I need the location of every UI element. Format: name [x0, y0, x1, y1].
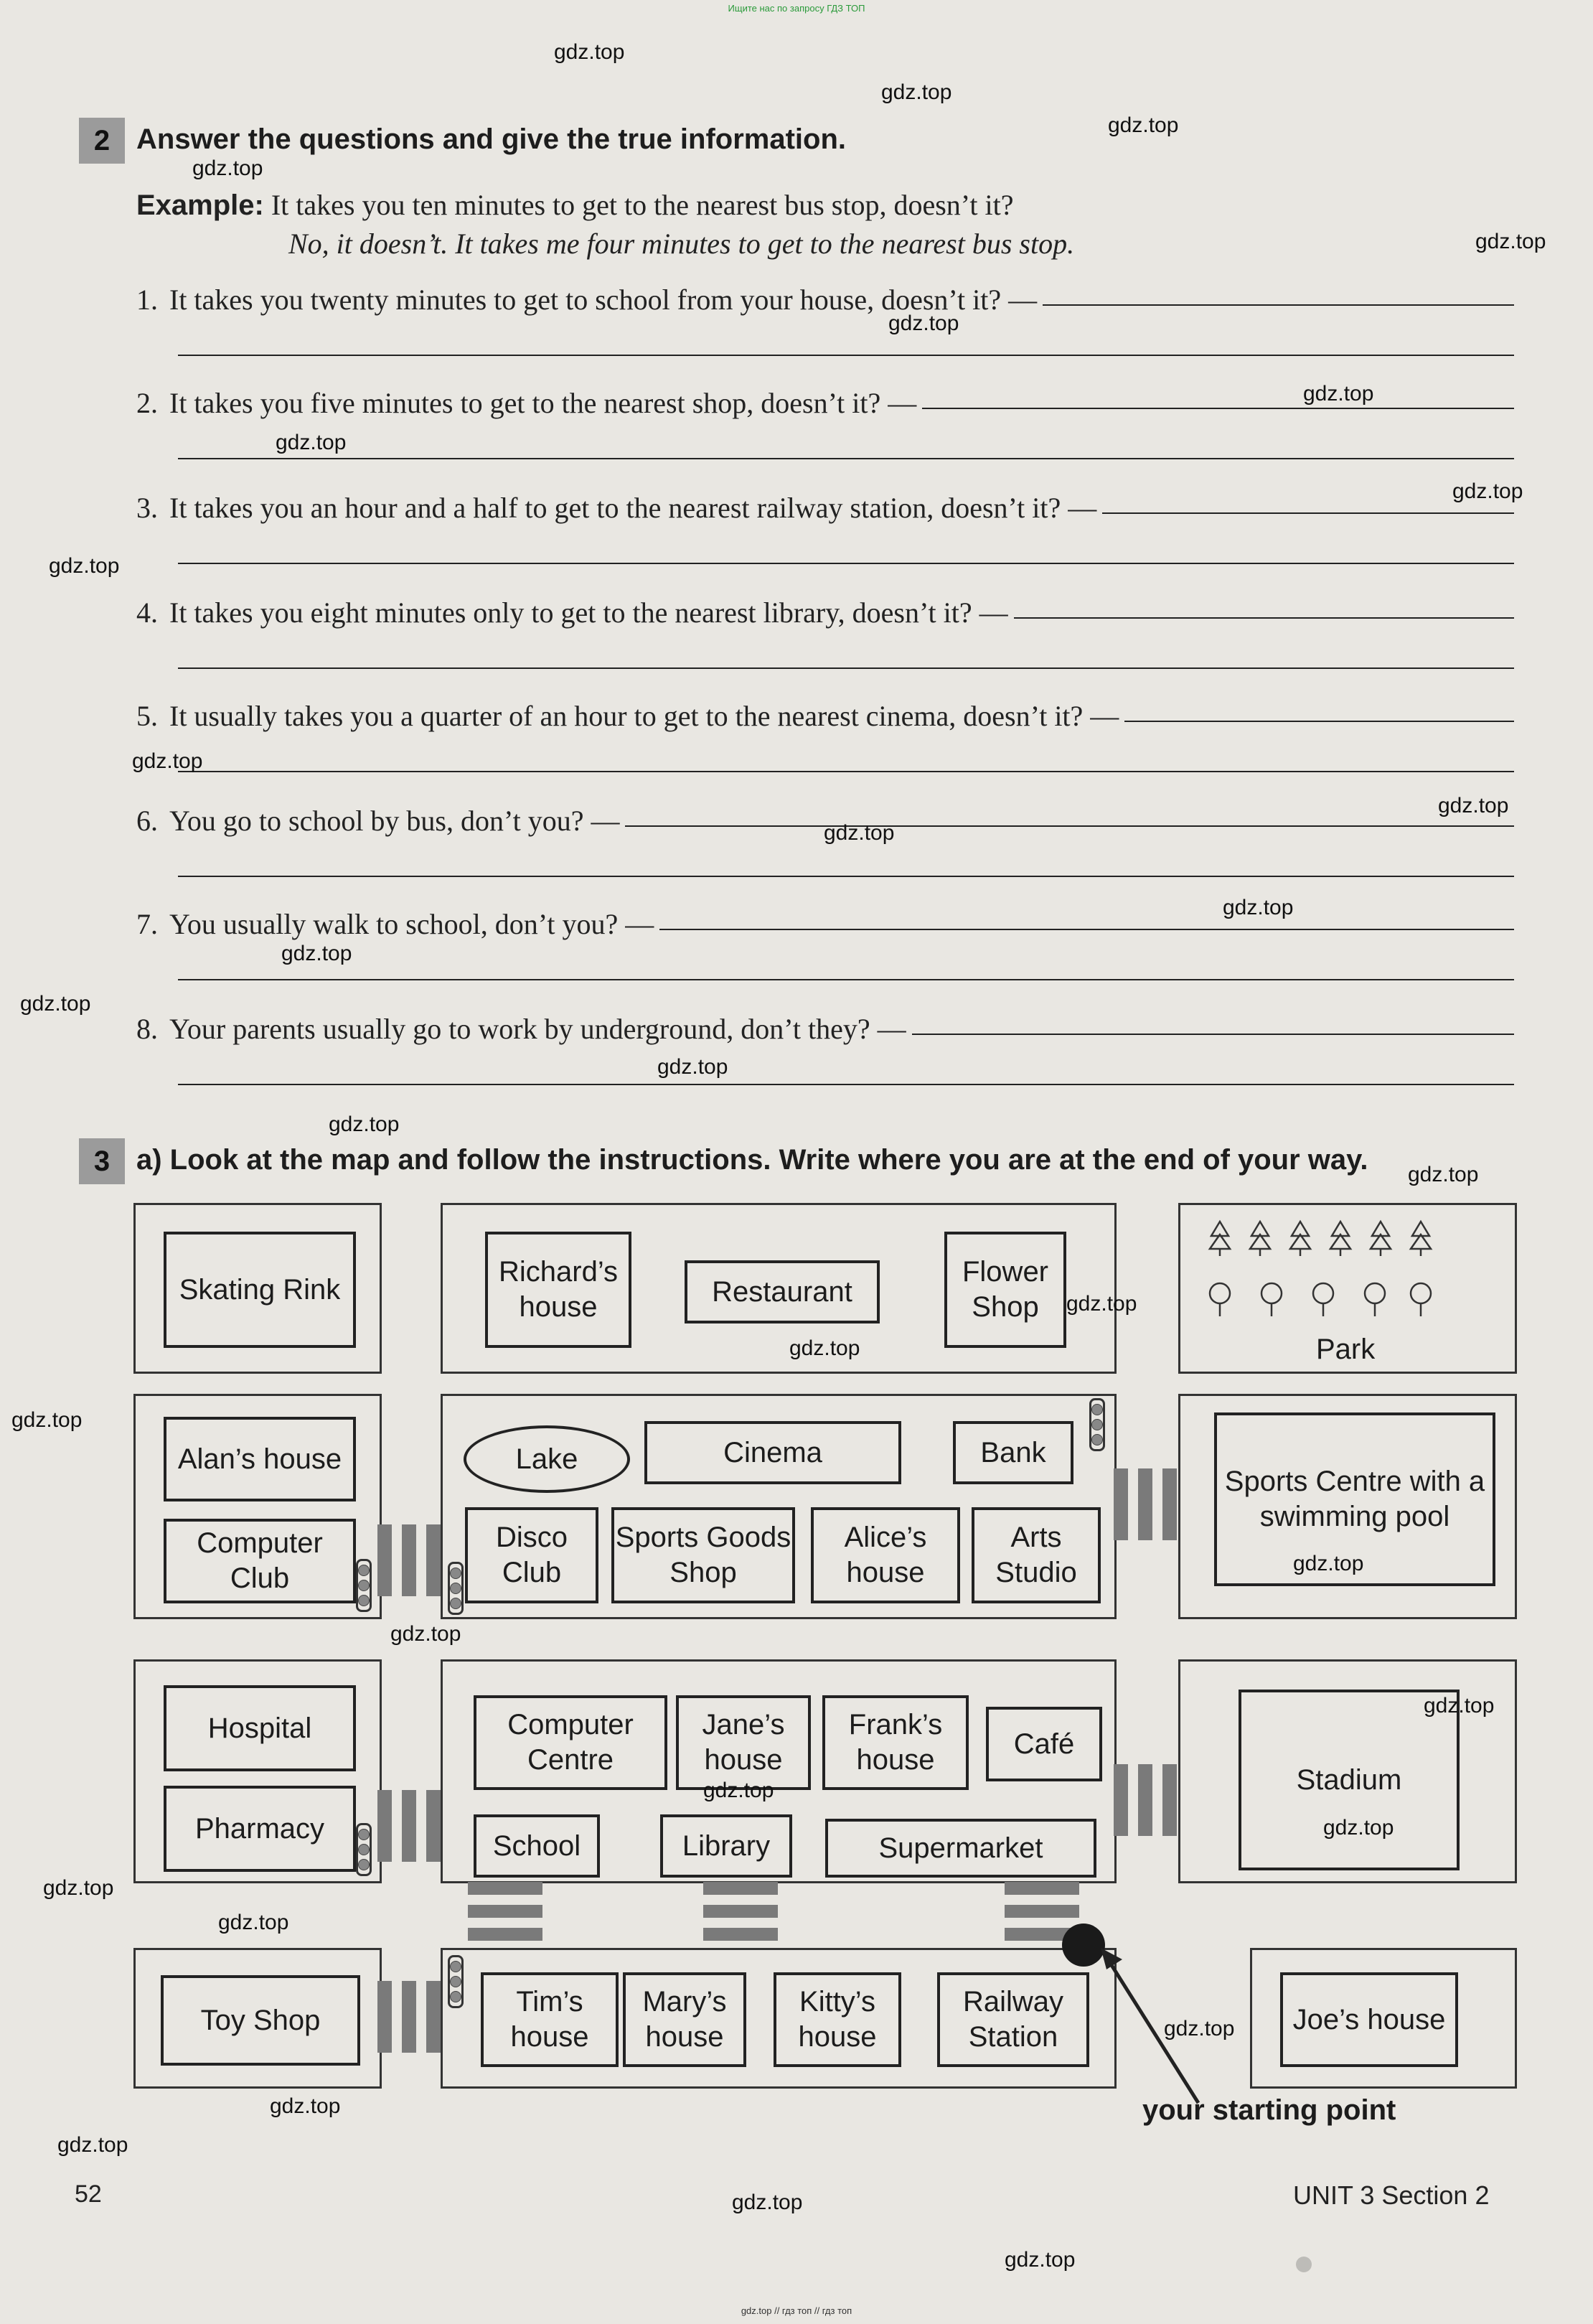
map-franks-house: Frank’s house [822, 1695, 969, 1790]
map-sports-goods-shop: Sports Goods Shop [611, 1507, 795, 1603]
map-library: Library [660, 1814, 792, 1878]
traffic-light-icon [448, 1955, 464, 2008]
map-marys-house: Mary’s house [623, 1972, 746, 2067]
watermark: gdz.top [1323, 1816, 1394, 1840]
question-text: It takes you twenty minutes to get to school from your house, doesn’t it? — [169, 284, 1038, 316]
example-question: It takes you ten minutes to get to the nearest bus stop, doesn’t it? [271, 189, 1014, 221]
question-text: You go to school by bus, don’t you? — [169, 805, 620, 837]
watermark: gdz.top [1452, 479, 1523, 503]
watermark: gdz.top [657, 1055, 728, 1079]
map-school: School [474, 1814, 600, 1878]
answer-line[interactable] [178, 1084, 1514, 1085]
watermark: gdz.top [192, 156, 263, 180]
park-trees-icon [1206, 1214, 1493, 1336]
map-railway-station: Railway Station [937, 1972, 1089, 2067]
map-joes-house: Joe’s house [1280, 1972, 1458, 2067]
watermark: gdz.top [276, 431, 347, 454]
answer-line[interactable] [178, 979, 1514, 980]
watermark: gdz.top [20, 992, 91, 1016]
starting-point-label: your starting point [1142, 2094, 1396, 2126]
traffic-light-icon [448, 1562, 464, 1615]
pedestrian-crossing [377, 1790, 441, 1862]
question-number: 7. [136, 908, 158, 940]
map-computer-club: Computer Club [164, 1519, 356, 1603]
question-text: It takes you five minutes to get to the nearest shop, doesn’t it? — [169, 387, 917, 419]
question-number: 1. [136, 284, 158, 316]
watermark: gdz.top [703, 1779, 774, 1802]
question-number: 2. [136, 387, 158, 419]
example-answer: No, it doesn’t. It takes me four minutes to get to the nearest bus stop. [288, 228, 1075, 260]
bottom-note: gdz.top // гдз топ // гдз топ [741, 2305, 852, 2316]
pedestrian-crossing [468, 1882, 542, 1941]
map-computer-centre: Computer Centre [474, 1695, 667, 1790]
example-question-line [136, 188, 1014, 222]
question-item [136, 491, 1102, 525]
map-stadium: Stadium [1239, 1690, 1460, 1870]
watermark: gdz.top [281, 942, 352, 965]
watermark: gdz.top [1303, 382, 1374, 406]
traffic-light-icon [356, 1559, 372, 1612]
top-note: Ищите нас по запросу ГДЗ ТОП [728, 3, 865, 14]
map-toy-shop: Toy Shop [161, 1975, 360, 2066]
watermark: gdz.top [390, 1622, 461, 1646]
pedestrian-crossing [703, 1882, 778, 1941]
map-skating-rink: Skating Rink [164, 1232, 356, 1348]
map-kittys-house: Kitty’s house [774, 1972, 901, 2067]
watermark: gdz.top [11, 1408, 83, 1432]
watermark: gdz.top [732, 2191, 803, 2214]
map-disco-club: Disco Club [465, 1507, 598, 1603]
answer-line[interactable] [178, 667, 1514, 669]
watermark: gdz.top [881, 80, 952, 104]
map-alans-house: Alan’s house [164, 1417, 356, 1501]
watermark: gdz.top [1424, 1694, 1495, 1718]
example-label: Example: [136, 189, 264, 221]
watermark: gdz.top [1005, 2248, 1076, 2272]
watermark: gdz.top [270, 2094, 341, 2118]
watermark: gdz.top [824, 821, 895, 845]
question-item [136, 804, 625, 838]
watermark: gdz.top [789, 1336, 860, 1360]
pedestrian-crossing [377, 1524, 441, 1596]
map-lake: Lake [464, 1425, 630, 1493]
question-item [136, 699, 1124, 733]
answer-line[interactable] [178, 563, 1514, 564]
question-text: It usually takes you a quarter of an hour to get to the nearest cinema, doesn’t it? — [169, 700, 1119, 732]
question-number: 4. [136, 596, 158, 629]
watermark: gdz.top [554, 40, 625, 64]
map-restaurant: Restaurant [685, 1260, 880, 1323]
watermark: gdz.top [218, 1911, 289, 1934]
question-item [136, 907, 659, 941]
watermark: gdz.top [43, 1876, 114, 1900]
watermark: gdz.top [132, 749, 203, 773]
map-supermarket: Supermarket [825, 1819, 1096, 1878]
map-sports-centre: Sports Centre with a swimming pool [1214, 1412, 1495, 1586]
pedestrian-crossing [1114, 1468, 1177, 1540]
question-text: You usually walk to school, don’t you? — [169, 908, 654, 940]
decorative-dot [1296, 2257, 1312, 2272]
exercise-number: 2 [79, 118, 125, 164]
question-text: It takes you eight minutes only to get to the nearest library, doesn’t it? — [169, 596, 1008, 629]
map-bank: Bank [953, 1421, 1073, 1484]
question-number: 6. [136, 805, 158, 837]
answer-line[interactable] [178, 771, 1514, 772]
traffic-light-icon [356, 1823, 372, 1876]
question-number: 5. [136, 700, 158, 732]
question-item [136, 1012, 912, 1046]
traffic-light-icon [1089, 1398, 1105, 1451]
watermark: gdz.top [1293, 1552, 1364, 1575]
exercise-number: 3 [79, 1138, 125, 1184]
exercise-title: a) Look at the map and follow the instructions. Write where you are at the end of your way. [136, 1144, 1368, 1176]
watermark: gdz.top [1408, 1163, 1479, 1186]
map-park: Park [1316, 1334, 1376, 1365]
watermark: gdz.top [329, 1112, 400, 1136]
map-arts-studio: Arts Studio [972, 1507, 1101, 1603]
question-item [136, 386, 922, 420]
map-cinema: Cinema [644, 1421, 901, 1484]
map-pharmacy: Pharmacy [164, 1786, 356, 1872]
watermark: gdz.top [1438, 794, 1509, 817]
map-richards-house: Richard’s house [485, 1232, 631, 1348]
watermark: gdz.top [1223, 896, 1294, 919]
answer-line[interactable] [178, 876, 1514, 877]
map-flower-shop: Flower Shop [944, 1232, 1066, 1348]
map-hospital: Hospital [164, 1685, 356, 1771]
watermark: gdz.top [57, 2133, 128, 2157]
question-number: 8. [136, 1013, 158, 1045]
question-item [136, 596, 1014, 629]
pedestrian-crossing [1114, 1764, 1177, 1836]
watermark: gdz.top [49, 554, 120, 578]
watermark: gdz.top [1066, 1292, 1137, 1316]
question-text: It takes you an hour and a half to get to the nearest railway station, doesn’t it? — [169, 492, 1097, 524]
question-number: 3. [136, 492, 158, 524]
page-number: 52 [75, 2180, 102, 2208]
pedestrian-crossing [377, 1981, 441, 2053]
map-alices-house: Alice’s house [811, 1507, 960, 1603]
map-tims-house: Tim’s house [481, 1972, 619, 2067]
unit-label: UNIT 3 Section 2 [1293, 2180, 1490, 2210]
question-text: Your parents usually go to work by underground, don’t they? — [169, 1013, 906, 1045]
watermark: gdz.top [1164, 2017, 1235, 2040]
map-cafe: Café [986, 1707, 1102, 1781]
watermark: gdz.top [888, 311, 959, 335]
map-janes-house: Jane’s house [676, 1695, 811, 1790]
answer-line[interactable] [178, 458, 1514, 459]
watermark: gdz.top [1475, 230, 1546, 253]
exercise-title: Answer the questions and give the true information. [136, 123, 847, 155]
watermark: gdz.top [1108, 113, 1179, 137]
answer-line[interactable] [178, 355, 1514, 356]
